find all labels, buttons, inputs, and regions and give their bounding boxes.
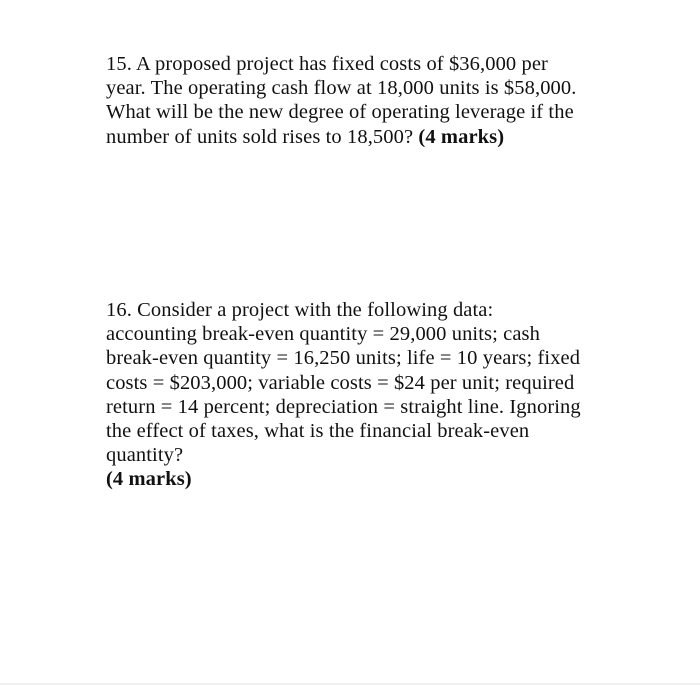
question-15-line-4 — [106, 125, 606, 149]
question-16-line-4: costs = $203,000; variable costs = $24 per unit; required — [106, 371, 575, 394]
question-16 — [106, 298, 606, 492]
question-15-line-2: year. The operating cash flow at 18,000 units is $58,000. — [106, 77, 577, 100]
question-16-line-3: break-even quantity = 16,250 units; life = 10 years; fixed — [106, 347, 581, 370]
question-15-line-3: What will be the new degree of operating leverage if the — [106, 101, 574, 124]
question-15-marks: (4 marks) — [418, 125, 505, 148]
question-15-line-1: 15. A proposed project has fixed costs of $36,000 per — [106, 53, 548, 75]
question-16-line-7: quantity? — [106, 444, 184, 467]
question-15-line-4-text: number of units sold rises to 18,500? — [106, 125, 414, 148]
question-16-line-5: return = 14 percent; depreciation = straight line. Ignoring — [106, 395, 581, 418]
question-16-line-6: the effect of taxes, what is the financial break-even — [106, 420, 530, 443]
question-16-line-2: accounting break-even quantity = 29,000 units; cash — [106, 323, 540, 346]
bottom-divider — [0, 683, 700, 685]
question-16-line-1: 16. Consider a project with the following data: — [106, 299, 494, 321]
question-16-marks: (4 marks) — [106, 468, 192, 491]
question-15 — [106, 52, 606, 149]
